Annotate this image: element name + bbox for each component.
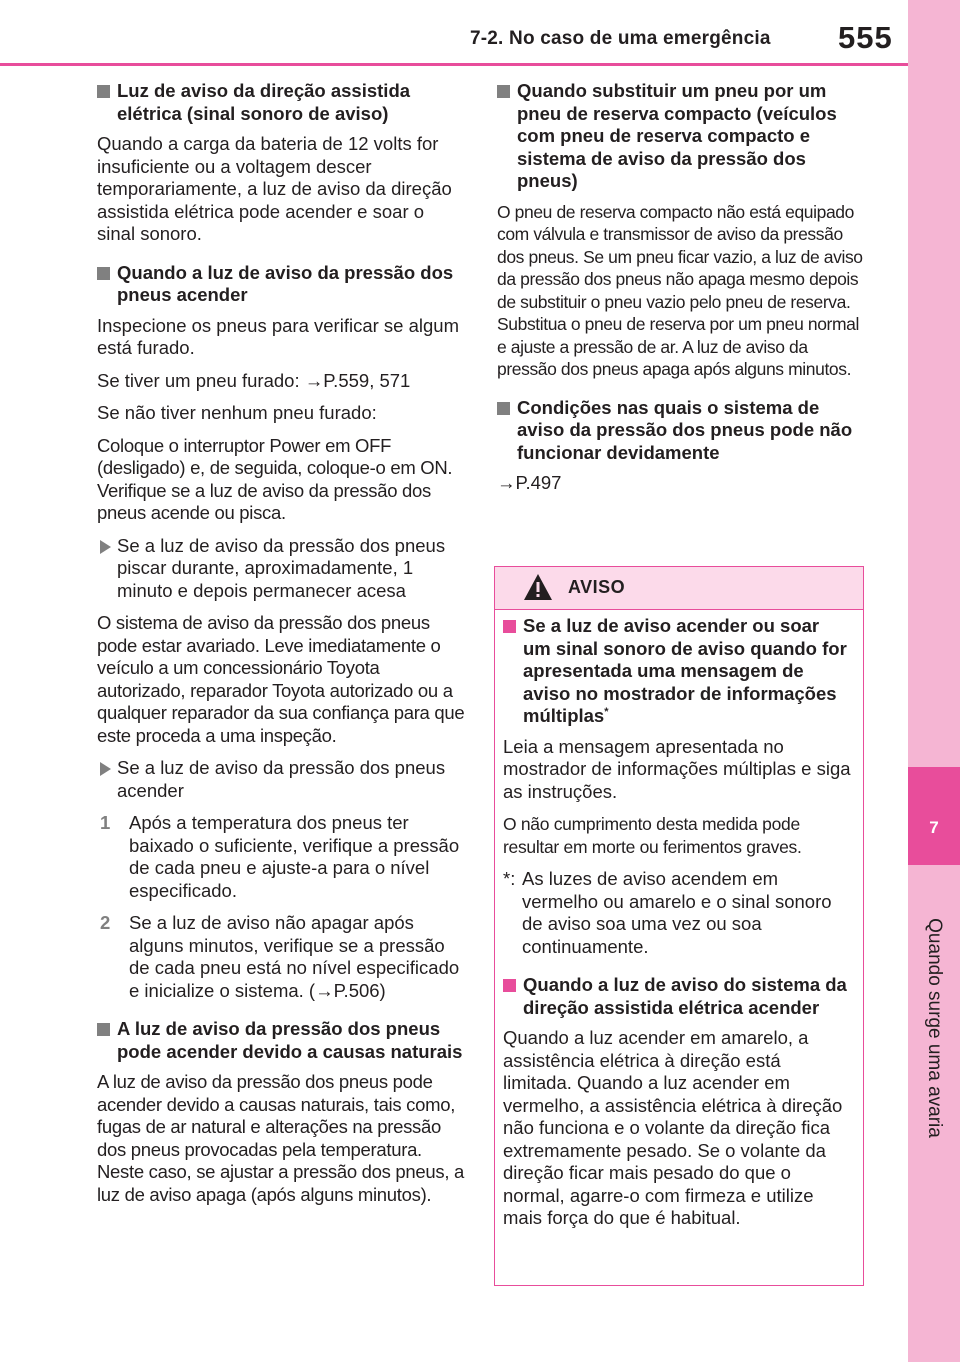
numbered-step: 2 Se a luz de aviso não apagar após alguns minutos, verifique se a pressão de cada pneu está no nível especificado e inicialize o sistema. (→P.506) [100,912,460,1001]
triangle-bullet-icon [100,540,111,554]
paragraph: Leia a mensagem apresentada no mostrador de informações múltiplas e siga as instruções. [503,735,851,802]
paragraph: Coloque o interruptor Power em OFF (desligado) e, de seguida, coloque-o em ON. Verifique se a luz de aviso da pressão dos pneus acende ou pisca. [97,434,453,523]
header-rule [0,63,908,66]
warning-body [503,615,851,1240]
paragraph: Se tiver um pneu furado: →P.559, 571 [97,369,411,391]
paragraph: Inspecione os pneus para verificar se algum está furado. [97,314,459,358]
square-bullet-icon [503,979,516,992]
sub-item: Se a luz de aviso da pressão dos pneus piscar durante, aproximadamente, 1 minuto e depois permanecer acesa [97,535,467,603]
footnote-marker: * [604,705,609,718]
warning-heading: Se a luz de aviso acender ou soar um sinal sonoro de aviso quando for apresentada uma mensagem de aviso no mostrador de informações múltiplas* [503,615,851,728]
paragraph: A luz de aviso da pressão dos pneus pode acender devido a causas naturais, tais como, fugas de ar natural e alterações na pressão dos pneus provocadas pela temperatura. Neste caso, se ajustar a pressão dos pneus, a luz de aviso apaga (após alguns minutos). [97,1071,464,1205]
warning-triangle-icon [523,573,553,601]
section-heading: A luz de aviso da pressão dos pneus pode acender devido a causas naturais [97,1018,467,1063]
paragraph: O sistema de aviso da pressão dos pneus pode estar avariado. Leve imediatamente o veículo a um concessionário Toyota autorizado, reparador Toyota autorizado ou a qualquer reparador da sua confiança para que este proceda a uma inspeção. [97,612,465,746]
square-bullet-icon [497,85,510,98]
paragraph: Se não tiver nenhum pneu furado: [97,402,377,423]
chapter-number-box [908,767,960,865]
paragraph: Quando a luz acender em amarelo, a assistência elétrica à direção está limitada. Quando a luz acender em vermelho, a assistência elétrica à direção não funciona e o volante da direção fica extremamente pesado. Se o volante da direção ficar mais pesado do que o normal, agarre-o com firmeza e utilize mais força do que é habitual. [503,1027,843,1228]
paragraph: Quando a carga da bateria de 12 volts for insuficiente ou a voltagem descer temporariamente, a luz de aviso da direção assistida elétrica pode acender e soar o sinal sonoro. [97,133,452,244]
page-header [0,0,908,70]
sub-item: Se a luz de aviso da pressão dos pneus acender [97,757,467,802]
square-bullet-icon [503,620,516,633]
section-title: 7-2. No caso de uma emergência [470,28,771,49]
paragraph: O pneu de reserva compacto não está equipado com válvula e transmissor de aviso da pressão dos pneus. Se um pneu ficar vazio, a luz de aviso da pressão dos pneus não apaga mesmo depois de substituir o pneu vazio pelo pneu de reserva. Substitua o pneu de reserva por um pneu normal e ajuste a pressão de ar. A luz de aviso da pressão dos pneus apaga após alguns minutos. [497,201,863,379]
left-column [97,80,467,1216]
chapter-title: Quando surge uma avaria [924,918,945,1138]
chapter-side-tab [908,0,960,1362]
warning-box [494,566,864,1286]
page-number: 555 [838,20,893,55]
chapter-number: 7 [929,818,939,837]
numbered-step: 1 Após a temperatura dos pneus ter baixado o suficiente, verifique a pressão de cada pneu e ajuste-a para o nível especificado. [100,812,460,901]
warning-title: AVISO [568,577,626,597]
page-reference: →P.497 [497,472,562,493]
square-bullet-icon [497,402,510,415]
warning-header [495,567,863,610]
warning-heading: Quando a luz de aviso do sistema da direção assistida elétrica acender [503,974,851,1019]
section-heading: Condições nas quais o sistema de aviso da pressão dos pneus pode não funcionar devidamente [497,397,867,465]
paragraph: O não cumprimento desta medida pode resultar em morte ou ferimentos graves. [503,814,802,857]
section-heading: Quando substituir um pneu por um pneu de reserva compacto (veículos com pneu de reserva compacto e sistema de aviso da pressão dos pneus) [497,80,867,193]
square-bullet-icon [97,85,110,98]
square-bullet-icon [97,1023,110,1036]
footnote: *: As luzes de aviso acendem em vermelho ou amarelo e o sinal sonoro de aviso soa uma vez ou soa continuamente. [503,868,832,957]
section-heading: Quando a luz de aviso da pressão dos pneus acender [97,262,467,307]
section-heading: Luz de aviso da direção assistida elétrica (sinal sonoro de aviso) [97,80,467,125]
square-bullet-icon [97,267,110,280]
right-column [497,80,867,505]
triangle-bullet-icon [100,762,111,776]
